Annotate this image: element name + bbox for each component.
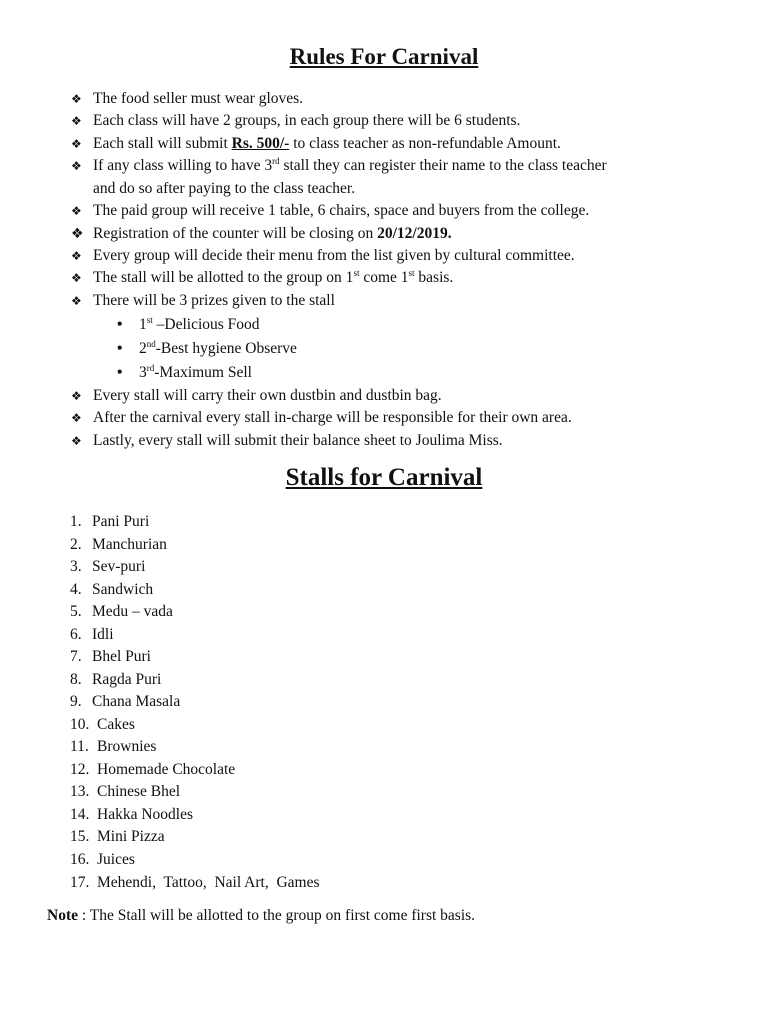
diamond-bullet-icon: ❖ xyxy=(71,434,82,448)
stall-item: 7. Bhel Puri xyxy=(70,648,151,665)
diamond-bullet-icon: ❖ xyxy=(71,159,82,173)
note xyxy=(47,907,475,925)
stall-item: 10. Cakes xyxy=(70,716,135,733)
diamond-bullet-icon: ❖ xyxy=(71,137,82,151)
rule-item: ❖ There will be 3 prizes given to the stall xyxy=(93,290,713,313)
round-bullet-icon: • xyxy=(117,364,123,381)
stall-item: 3. Sev-puri xyxy=(70,558,146,575)
diamond-bullet-icon: ❖ xyxy=(71,249,82,263)
fee-amount: Rs. 500/- xyxy=(231,135,290,152)
round-bullet-icon: • xyxy=(117,340,123,357)
rule-item: ❖ Every group will decide their menu from the list given by cultural committee. xyxy=(93,245,713,268)
stall-item: 9. Chana Masala xyxy=(70,693,181,710)
stall-item: 11. Brownies xyxy=(70,738,157,755)
diamond-bullet-icon: ❖ xyxy=(71,389,82,403)
rule-item: ❖ Registration of the counter will be closing on 20/12/2019. xyxy=(93,223,713,246)
stall-item: 16. Juices xyxy=(70,851,135,868)
prize-item: • 3rd-Maximum Sell xyxy=(139,362,252,385)
stall-item: 12. Homemade Chocolate xyxy=(70,761,236,778)
diamond-bullet-icon: ❖ xyxy=(71,294,82,308)
diamond-bullet-icon: ❖ xyxy=(71,92,82,106)
round-bullet-icon: • xyxy=(117,316,123,333)
stalls-title: Stalls for Carnival xyxy=(285,464,483,491)
closing-date: 20/12/2019. xyxy=(377,225,452,242)
stall-item: 15. Mini Pizza xyxy=(70,828,165,845)
note-text: : The Stall will be allotted to the group on first come first basis. xyxy=(78,907,476,924)
rule-item: ❖ The stall will be allotted to the group on 1st come 1st basis. xyxy=(93,267,713,290)
stall-item: 13. Chinese Bhel xyxy=(70,783,181,800)
stall-item: 5. Medu – vada xyxy=(70,603,173,620)
stall-item: 1. Pani Puri xyxy=(70,513,150,530)
rule-item: ❖ The food seller must wear gloves. xyxy=(93,88,713,111)
rule-item: ❖ If any class willing to have 3rd stall they can register their name to the class teacher and do so after paying to the class teacher. xyxy=(71,155,607,197)
stall-item: 8. Ragda Puri xyxy=(70,671,162,688)
rule-item: ❖ Every stall will carry their own dustbin and dustbin bag. xyxy=(93,385,713,408)
stall-item: 2. Manchurian xyxy=(70,536,167,553)
diamond-bullet-icon: ❖ xyxy=(71,204,82,218)
diamond-bullet-icon: ❖ xyxy=(71,271,82,285)
stall-item: 17. Mehendi, Tattoo, Nail Art, Games xyxy=(70,874,320,891)
stall-item: 4. Sandwich xyxy=(70,581,154,598)
diamond-bullet-icon: ❖ xyxy=(71,114,82,128)
stall-item: 14. Hakka Noodles xyxy=(70,806,193,823)
rule-item: ❖ Lastly, every stall will submit their balance sheet to Joulima Miss. xyxy=(93,430,713,453)
note-label: Note xyxy=(47,907,78,924)
prize-item: • 2nd-Best hygiene Observe xyxy=(139,338,297,361)
stall-item: 6. Idli xyxy=(70,626,114,643)
rules-title: Rules For Carnival xyxy=(289,44,479,69)
diamond-bullet-icon: ❖ xyxy=(71,226,84,242)
diamond-bullet-icon: ❖ xyxy=(71,411,82,425)
rule-item: ❖ Each class will have 2 groups, in each group there will be 6 students. xyxy=(93,110,713,133)
rule-item: ❖ After the carnival every stall in-charge will be responsible for their own area. xyxy=(93,407,713,430)
prize-item: • 1st –Delicious Food xyxy=(139,314,260,337)
rule-item: ❖ The paid group will receive 1 table, 6 chairs, space and buyers from the college. xyxy=(93,200,713,223)
rule-item: ❖ Each stall will submit Rs. 500/- to class teacher as non-refundable Amount. xyxy=(93,133,713,156)
